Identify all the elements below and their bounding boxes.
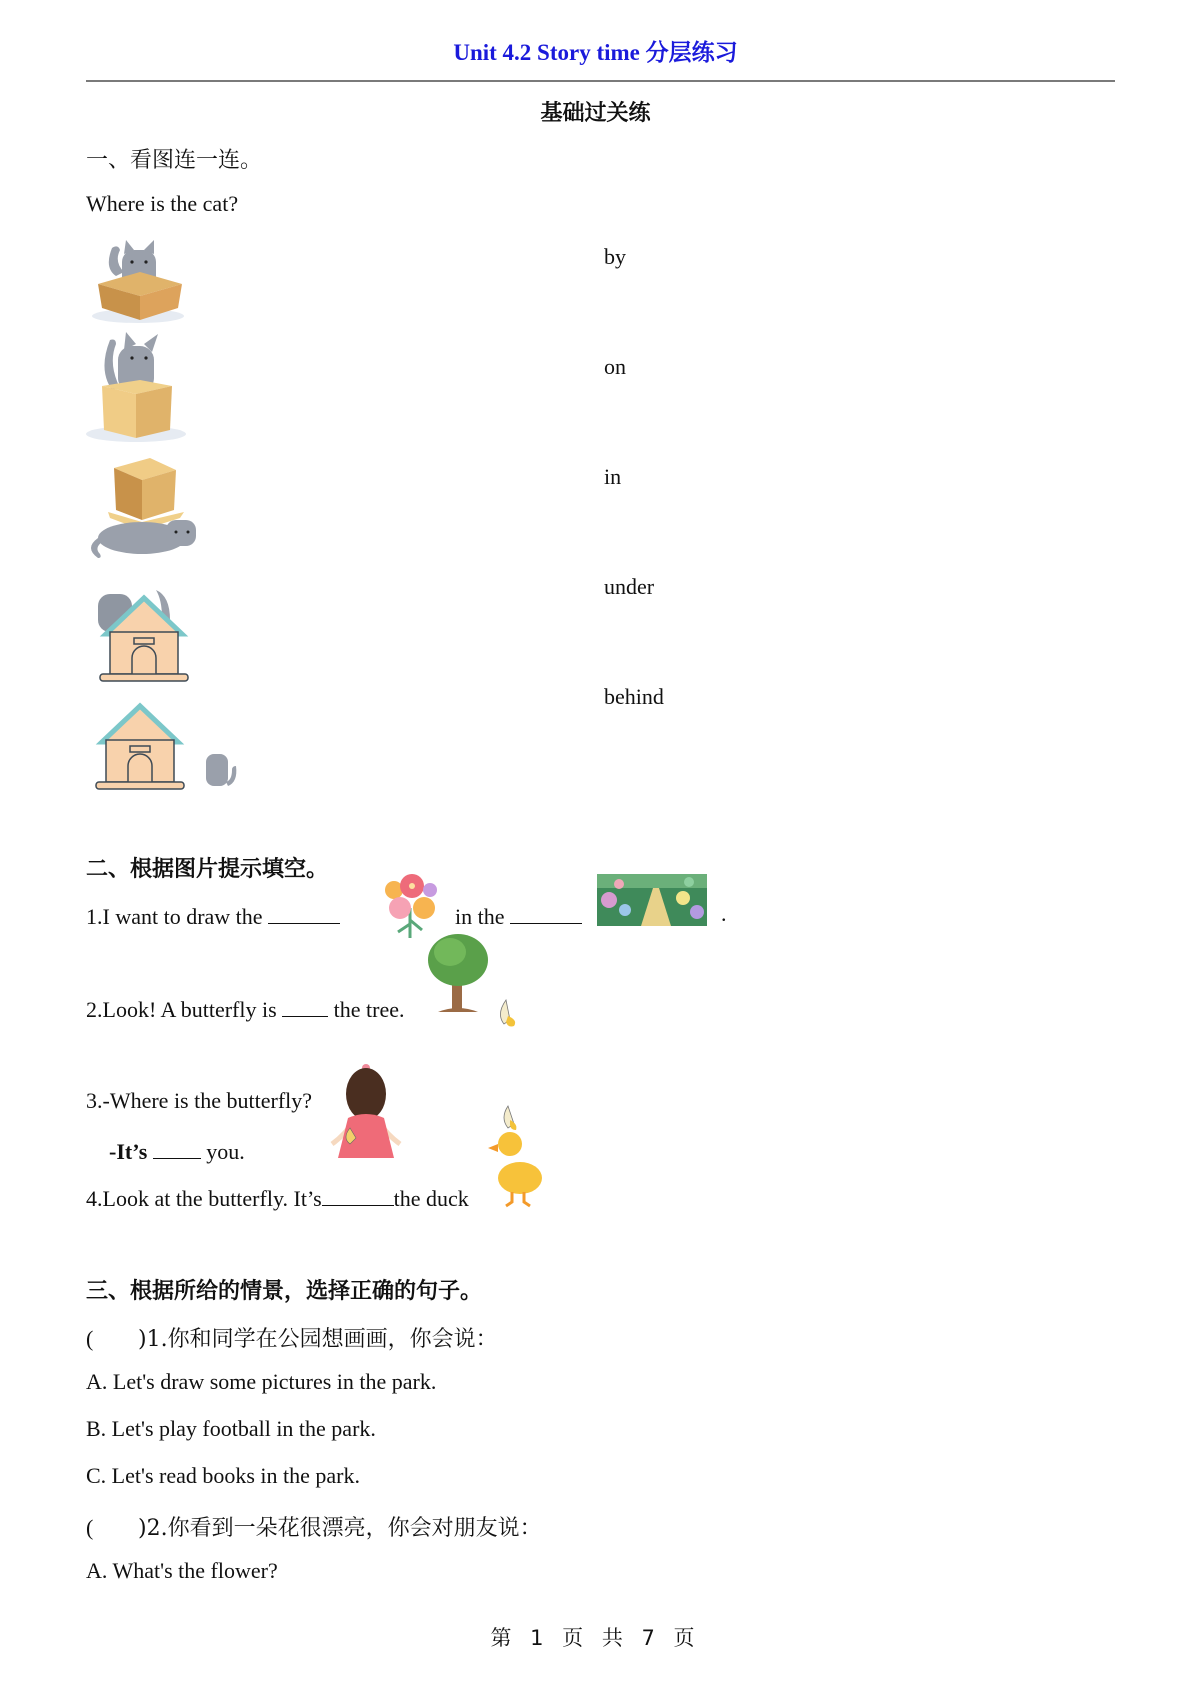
subtitle: 基础过关练	[540, 101, 651, 126]
option-1c: C. Let's read books in the park.	[86, 1463, 361, 1488]
park-garden-icon	[597, 870, 707, 926]
cat-in-box-icon	[88, 232, 192, 324]
q1-blank-1[interactable]	[268, 901, 340, 924]
option-1b: B. Let's play football in the park.	[86, 1416, 376, 1441]
q2-text-before: 2.Look! A butterfly is	[86, 997, 277, 1022]
question-3-line2	[109, 1136, 245, 1165]
word-option: under	[604, 574, 655, 599]
header-rule	[86, 80, 1115, 82]
q3-text-prefix: -It’s	[109, 1139, 148, 1164]
q3-text-suffix: you.	[206, 1139, 245, 1164]
option-2a: A. What's the flower?	[86, 1558, 278, 1583]
word-option: behind	[604, 684, 664, 709]
question-3-line1: 3.-Where is the butterfly?	[86, 1088, 313, 1113]
cat-on-box-icon	[84, 326, 194, 446]
q4-text-after: the duck	[393, 1186, 469, 1211]
page-footer: 第 1 页 共 7 页	[490, 1626, 701, 1650]
word-option: on	[604, 354, 626, 379]
cat-by-house-icon	[92, 700, 248, 796]
choice-question-1	[86, 1322, 498, 1353]
q2-blank[interactable]	[282, 994, 328, 1017]
duck-with-butterfly-icon	[486, 1104, 548, 1208]
prompt-2: )2.你看到一朵花很漂亮，你会对朋友说：	[138, 1516, 542, 1541]
prompt-1: )1.你和同学在公园想画画，你会说：	[138, 1327, 498, 1352]
question-1	[86, 901, 340, 930]
question-1-cont	[455, 901, 582, 930]
choice-question-2	[86, 1511, 542, 1542]
question-4	[86, 1183, 469, 1212]
q1-blank-2[interactable]	[510, 901, 582, 924]
cat-behind-house-icon	[96, 586, 192, 688]
butterfly-icon	[492, 996, 524, 1030]
document-title: Unit 4.2 Story time 分层练习	[453, 40, 738, 65]
q1-text-before: 1.I want to draw the	[86, 904, 263, 929]
q4-blank[interactable]	[322, 1183, 394, 1206]
q4-text-before: 4.Look at the butterfly. It’s	[86, 1186, 322, 1211]
section1-heading: 一、看图连一连。	[86, 148, 263, 173]
q3-blank[interactable]	[153, 1136, 201, 1159]
q1-period: .	[721, 901, 727, 926]
answer-paren-2[interactable]: (	[86, 1515, 94, 1540]
option-1a: A. Let's draw some pictures in the park.	[86, 1369, 437, 1394]
word-option: by	[604, 244, 626, 269]
section2-heading: 二、根据图片提示填空。	[86, 857, 329, 882]
tree-icon	[424, 930, 492, 1014]
q1-text-middle: in the	[455, 904, 505, 929]
question-2	[86, 994, 405, 1023]
word-option: in	[604, 464, 622, 489]
girl-with-butterfly-icon	[326, 1062, 416, 1162]
q2-text-after: the tree.	[333, 997, 405, 1022]
section3-heading: 三、根据所给的情景，选择正确的句子。	[86, 1279, 483, 1304]
cat-under-box-icon	[84, 454, 206, 560]
answer-paren-1[interactable]: (	[86, 1326, 94, 1351]
section1-question: Where is the cat?	[86, 191, 239, 216]
